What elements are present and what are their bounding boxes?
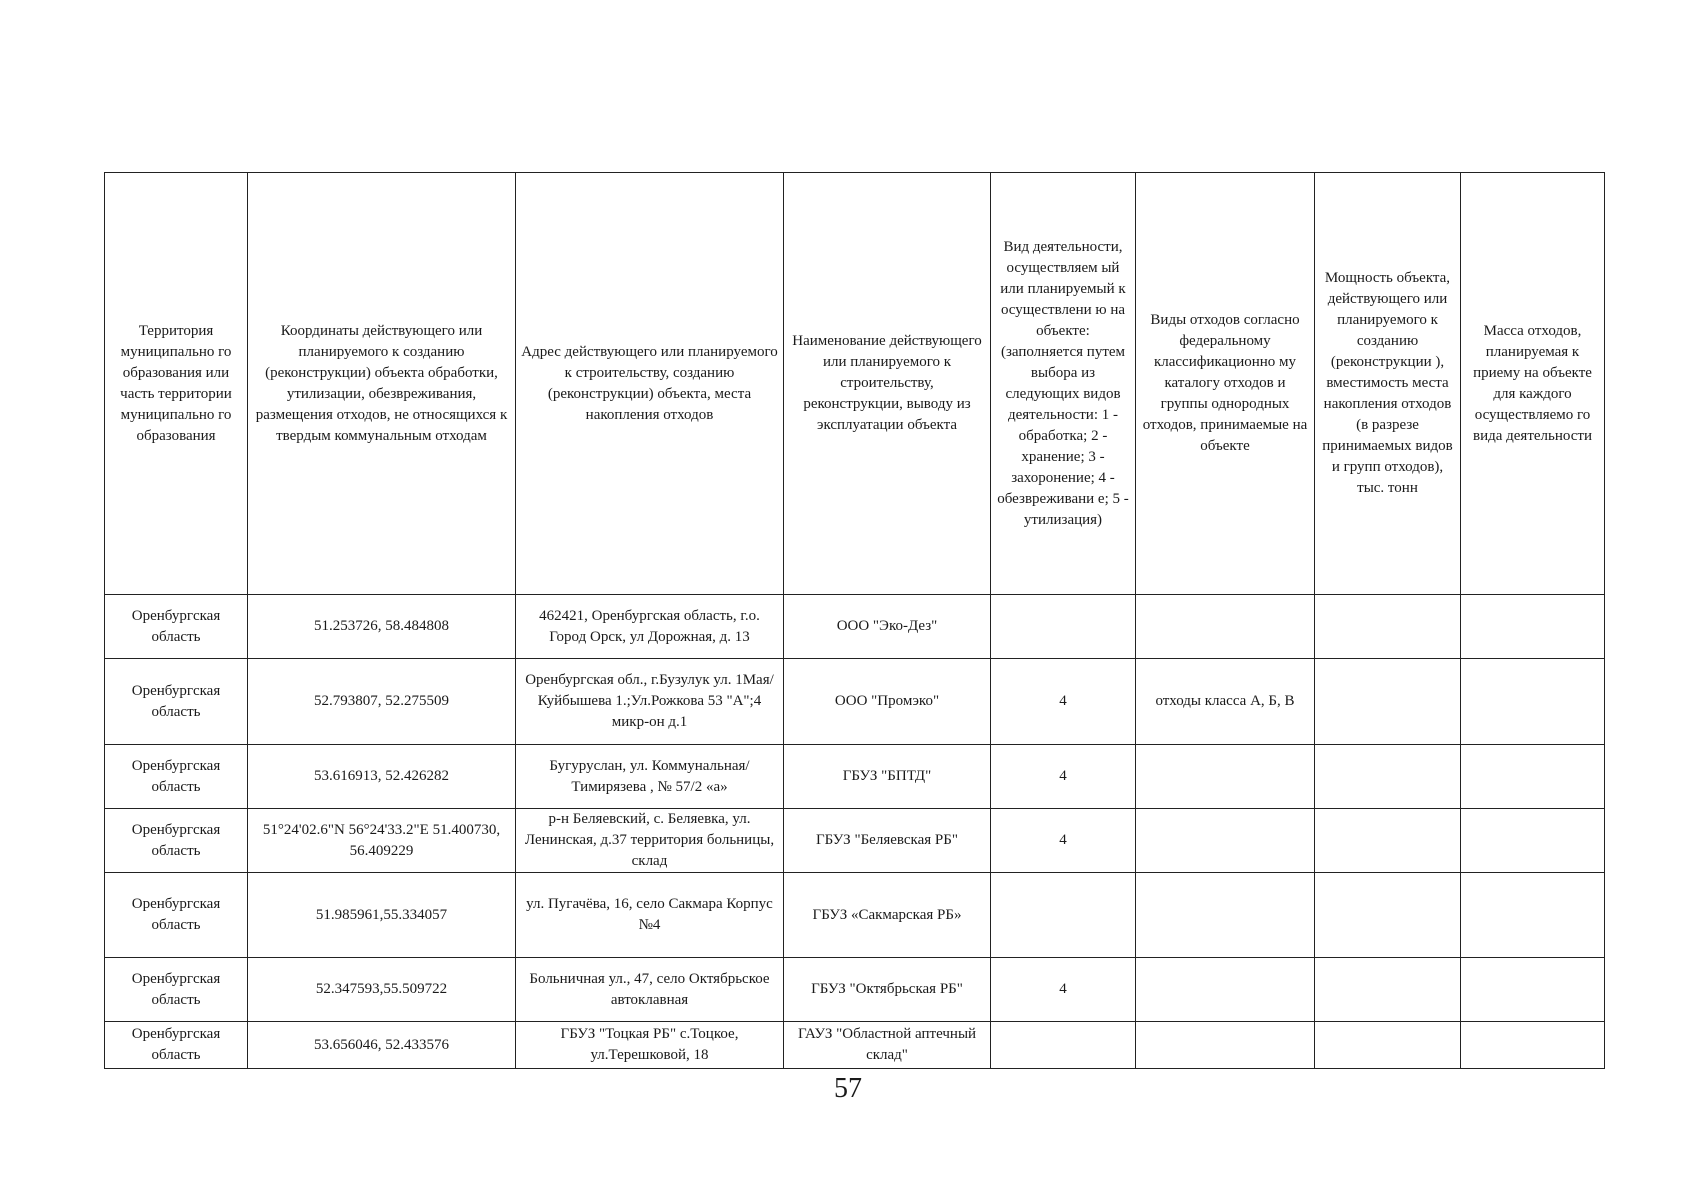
cell-address: Больничная ул., 47, село Октябрьское автоклавная: [516, 958, 784, 1022]
waste-facilities-table: [104, 172, 1605, 1069]
header-coordinates: Координаты действующего или планируемого к созданию (реконструкции) объекта обработки, утилизации, обезвреживания, размещения отходов, не относящихся к твердым коммунальным отходам: [248, 173, 516, 595]
table-row: [105, 809, 1605, 873]
cell-coordinates: 51.253726, 58.484808: [248, 595, 516, 659]
cell-waste-types: [1136, 745, 1315, 809]
cell-waste-mass: [1461, 745, 1605, 809]
cell-territory: Оренбургская область: [105, 873, 248, 958]
cell-waste-mass: [1461, 873, 1605, 958]
cell-coordinates: 51.985961,55.334057: [248, 873, 516, 958]
cell-coordinates: 53.616913, 52.426282: [248, 745, 516, 809]
header-waste-types: Виды отходов согласно федеральному классификационно му каталогу отходов и группы однородных отходов, принимаемые на объекте: [1136, 173, 1315, 595]
cell-object-name: ООО "Эко-Дез": [784, 595, 991, 659]
page-number: 57: [834, 1073, 862, 1104]
cell-address: Оренбургская обл., г.Бузулук ул. 1Мая/Куйбышева 1.;Ул.Рожкова 53 "А";4 микр-он д.1: [516, 659, 784, 745]
table-header-row: [105, 173, 1605, 595]
cell-activity-type: [991, 1022, 1136, 1069]
cell-capacity: [1315, 958, 1461, 1022]
cell-activity-type: 4: [991, 809, 1136, 873]
table-row: [105, 659, 1605, 745]
table-row: [105, 1022, 1605, 1069]
cell-activity-type: 4: [991, 958, 1136, 1022]
cell-waste-types: отходы класса А, Б, В: [1136, 659, 1315, 745]
cell-address: р-н Беляевский, с. Беляевка, ул. Ленинская, д.37 территория больницы, склад: [516, 809, 784, 873]
table-row: [105, 958, 1605, 1022]
cell-waste-types: [1136, 958, 1315, 1022]
cell-coordinates: 52.793807, 52.275509: [248, 659, 516, 745]
cell-object-name: ГБУЗ «Сакмарская РБ»: [784, 873, 991, 958]
cell-object-name: ГАУЗ "Областной аптечный склад": [784, 1022, 991, 1069]
cell-capacity: [1315, 873, 1461, 958]
cell-object-name: ГБУЗ "Беляевская РБ": [784, 809, 991, 873]
cell-waste-mass: [1461, 659, 1605, 745]
cell-activity-type: 4: [991, 745, 1136, 809]
cell-activity-type: [991, 873, 1136, 958]
cell-waste-mass: [1461, 595, 1605, 659]
cell-capacity: [1315, 659, 1461, 745]
cell-address: ул. Пугачёва, 16, село Сакмара Корпус №4: [516, 873, 784, 958]
cell-coordinates: 51°24'02.6"N 56°24'33.2"E 51.400730, 56.409229: [248, 809, 516, 873]
table-row: [105, 745, 1605, 809]
cell-territory: Оренбургская область: [105, 1022, 248, 1069]
cell-waste-types: [1136, 1022, 1315, 1069]
cell-waste-mass: [1461, 1022, 1605, 1069]
header-capacity: Мощность объекта, действующего или планируемого к созданию (реконструкции ), вместимость места накопления отходов (в разрезе принимаемых видов и групп отходов), тыс. тонн: [1315, 173, 1461, 595]
cell-capacity: [1315, 809, 1461, 873]
cell-coordinates: 52.347593,55.509722: [248, 958, 516, 1022]
cell-territory: Оренбургская область: [105, 745, 248, 809]
cell-capacity: [1315, 1022, 1461, 1069]
cell-object-name: ГБУЗ "БПТД": [784, 745, 991, 809]
cell-activity-type: [991, 595, 1136, 659]
cell-territory: Оренбургская область: [105, 595, 248, 659]
cell-waste-types: [1136, 595, 1315, 659]
header-object-name: Наименование действующего или планируемого к строительству, реконструкции, выводу из эксплуатации объекта: [784, 173, 991, 595]
cell-coordinates: 53.656046, 52.433576: [248, 1022, 516, 1069]
cell-capacity: [1315, 745, 1461, 809]
header-activity-type: Вид деятельности, осуществляем ый или планируемый к осуществлени ю на объекте: (заполняется путем выбора из следующих видов деятельности: 1 - обработка; 2 - хранение; 3 - захоронение; 4 - обезвреживани е; 5 - утилизация): [991, 173, 1136, 595]
cell-address: Бугуруслан, ул. Коммунальная/Тимирязева , № 57/2 «а»: [516, 745, 784, 809]
cell-territory: Оренбургская область: [105, 659, 248, 745]
cell-object-name: ООО "Промэко": [784, 659, 991, 745]
header-address: Адрес действующего или планируемого к строительству, созданию (реконструкции) объекта, места накопления отходов: [516, 173, 784, 595]
cell-waste-mass: [1461, 809, 1605, 873]
cell-address: 462421, Оренбургская область, г.о. Город Орск, ул Дорожная, д. 13: [516, 595, 784, 659]
cell-capacity: [1315, 595, 1461, 659]
header-territory: Территория муниципально го образования или часть территории муниципально го образования: [105, 173, 248, 595]
cell-address: ГБУЗ "Тоцкая РБ" с.Тоцкое, ул.Терешковой, 18: [516, 1022, 784, 1069]
header-waste-mass: Масса отходов, планируемая к приему на объекте для каждого осуществляемо го вида деятельности: [1461, 173, 1605, 595]
cell-activity-type: 4: [991, 659, 1136, 745]
cell-territory: Оренбургская область: [105, 958, 248, 1022]
cell-waste-types: [1136, 809, 1315, 873]
table-row: [105, 873, 1605, 958]
cell-waste-types: [1136, 873, 1315, 958]
cell-object-name: ГБУЗ "Октябрьская РБ": [784, 958, 991, 1022]
cell-territory: Оренбургская область: [105, 809, 248, 873]
table-row: [105, 595, 1605, 659]
cell-waste-mass: [1461, 958, 1605, 1022]
